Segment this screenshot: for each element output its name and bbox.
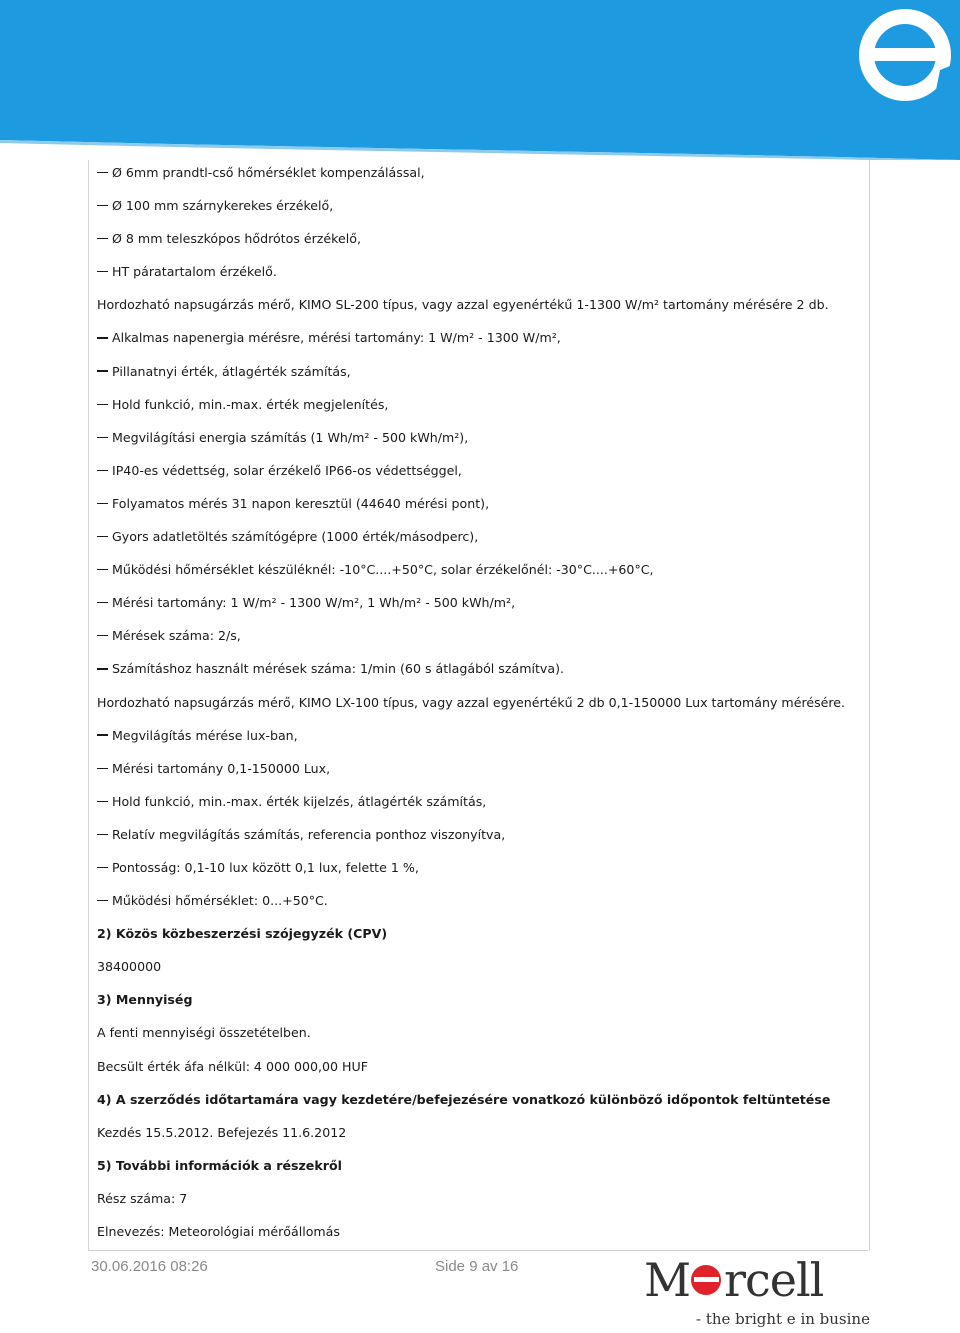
- mercell-logo-graphic: [640, 1252, 870, 1329]
- dash-bullet-icon: [97, 536, 108, 537]
- line-text: Alkalmas napenergia mérésre, mérési tartomány: 1 W/m² - 1300 W/m²,: [112, 330, 561, 346]
- bullet-item: [97, 462, 862, 495]
- bullet-item: [97, 164, 862, 197]
- dash-bullet-icon: [97, 734, 108, 735]
- bullet-item: [97, 263, 862, 296]
- paragraph-line: [97, 1124, 862, 1157]
- bullet-item: [97, 859, 862, 892]
- dash-bullet-icon: [97, 205, 108, 206]
- line-text: 3) Mennyiség: [97, 992, 193, 1008]
- line-text: Kezdés 15.5.2012. Befejezés 11.6.2012: [97, 1124, 347, 1140]
- paragraph-line: [97, 1058, 862, 1091]
- section-heading: [97, 1157, 862, 1190]
- bullet-item: [97, 892, 862, 925]
- line-text: 38400000: [97, 959, 162, 975]
- document-body: [97, 164, 862, 1256]
- line-text: Ø 8 mm teleszkópos hődrótos érzékelő,: [112, 231, 361, 247]
- dash-bullet-icon: [97, 470, 108, 471]
- svg-text:- the bright e in business: - the bright e in business: [696, 1310, 870, 1328]
- svg-text:rcell: rcell: [724, 1253, 824, 1307]
- line-text: Becsült érték áfa nélkül: 4 000 000,00 HUF: [97, 1058, 368, 1074]
- paragraph-line: [97, 1024, 862, 1057]
- header-band: [0, 0, 960, 160]
- line-text: Folyamatos mérés 31 napon keresztül (44640 mérési pont),: [112, 495, 490, 511]
- line-text: Megvilágítási energia számítás (1 Wh/m² - 500 kWh/m²),: [112, 429, 469, 445]
- bullet-item: [97, 826, 862, 859]
- dash-bullet-icon: [97, 238, 108, 239]
- bullet-item: [97, 396, 862, 429]
- bullet-item: [97, 495, 862, 528]
- line-text: Ø 100 mm szárnykerekes érzékelő,: [112, 198, 334, 214]
- mercell-logo: [640, 1252, 870, 1329]
- paragraph-line: [97, 694, 862, 727]
- dash-bullet-icon: [97, 503, 108, 504]
- bullet-item: [97, 627, 862, 660]
- bullet-item: [97, 561, 862, 594]
- paragraph-line: [97, 958, 862, 991]
- bullet-item: [97, 329, 862, 362]
- dash-bullet-icon: [97, 271, 108, 272]
- bullet-item: [97, 429, 862, 462]
- dash-bullet-icon: [97, 404, 108, 405]
- dash-bullet-icon: [97, 370, 108, 371]
- line-text: Hordozható napsugárzás mérő, KIMO SL-200 típus, vagy azzal egyenértékű 1-1300 W/m² tartomány mérésére 2 db.: [97, 297, 829, 313]
- paragraph-line: [97, 1190, 862, 1223]
- line-text: Mérések száma: 2/s,: [112, 628, 241, 644]
- line-text: Gyors adatletöltés számítógépre (1000 érték/másodperc),: [112, 529, 479, 545]
- line-text: Ø 6mm prandtl-cső hőmérséklet kompenzálással,: [112, 165, 425, 180]
- dash-bullet-icon: [97, 801, 108, 802]
- line-text: Pillanatnyi érték, átlagérték számítás,: [112, 363, 351, 379]
- line-text: Rész száma: 7: [97, 1190, 188, 1206]
- line-text: Relatív megvilágítás számítás, referencia ponthoz viszonyítva,: [112, 826, 506, 842]
- dash-bullet-icon: [97, 668, 108, 669]
- line-text: IP40-es védettség, solar érzékelő IP66-os védettséggel,: [112, 462, 462, 478]
- line-text: Működési hőmérséklet készüléknél: -10°C....+50°C, solar érzékelőnél: -30°C....+60°C,: [112, 562, 654, 578]
- footer-divider: [88, 1250, 868, 1251]
- dash-bullet-icon: [97, 437, 108, 438]
- bullet-item: [97, 793, 862, 826]
- line-text: 5) További információk a részekről: [97, 1157, 342, 1173]
- footer-date: 30.06.2016 08:26: [91, 1258, 208, 1275]
- dash-bullet-icon: [97, 635, 108, 636]
- line-text: Mérési tartomány: 1 W/m² - 1300 W/m², 1 Wh/m² - 500 kWh/m²,: [112, 595, 516, 611]
- dash-bullet-icon: [97, 867, 108, 868]
- line-text: Működési hőmérséklet: 0...+50°C.: [112, 893, 328, 909]
- dash-bullet-icon: [97, 834, 108, 835]
- line-text: Számításhoz használt mérések száma: 1/min (60 s átlagából számítva).: [112, 661, 564, 677]
- line-text: Pontosság: 0,1-10 lux között 0,1 lux, felette 1 %,: [112, 859, 419, 875]
- section-heading: [97, 991, 862, 1024]
- footer-page-number: Side 9 av 16: [435, 1258, 519, 1275]
- bullet-item: [97, 230, 862, 263]
- dash-bullet-icon: [97, 569, 108, 570]
- bullet-item: [97, 363, 862, 396]
- line-text: Mérési tartomány 0,1-150000 Lux,: [112, 760, 331, 776]
- dash-bullet-icon: [97, 172, 108, 173]
- line-text: HT páratartalom érzékelő.: [112, 264, 277, 280]
- bullet-item: [97, 528, 862, 561]
- bullet-item: [97, 660, 862, 693]
- line-text: 2) Közös közbeszerzési szójegyzék (CPV): [97, 926, 388, 942]
- svg-text:M: M: [644, 1253, 691, 1307]
- dash-bullet-icon: [97, 337, 108, 338]
- section-heading: [97, 925, 862, 958]
- dash-bullet-icon: [97, 768, 108, 769]
- line-text: Megvilágítás mérése lux-ban,: [112, 727, 298, 743]
- bullet-item: [97, 594, 862, 627]
- line-text: 4) A szerződés időtartamára vagy kezdetére/befejezésére vonatkozó különböző időpontok feltüntetése: [97, 1091, 831, 1107]
- dash-bullet-icon: [97, 602, 108, 603]
- section-heading: [97, 1091, 862, 1124]
- bullet-item: [97, 760, 862, 793]
- bullet-item: [97, 197, 862, 230]
- line-text: Hordozható napsugárzás mérő, KIMO LX-100 típus, vagy azzal egyenértékű 2 db 0,1-150000 Lux tartomány mérésére.: [97, 694, 846, 710]
- paragraph-line: [97, 296, 862, 329]
- line-text: A fenti mennyiségi összetételben.: [97, 1025, 311, 1041]
- line-text: Elnevezés: Meteorológiai mérőállomás: [97, 1224, 340, 1239]
- bullet-item: [97, 727, 862, 760]
- line-text: Hold funkció, min.-max. érték megjelenítés,: [112, 396, 389, 412]
- dash-bullet-icon: [97, 900, 108, 901]
- line-text: Hold funkció, min.-max. érték kijelzés, átlagérték számítás,: [112, 793, 487, 809]
